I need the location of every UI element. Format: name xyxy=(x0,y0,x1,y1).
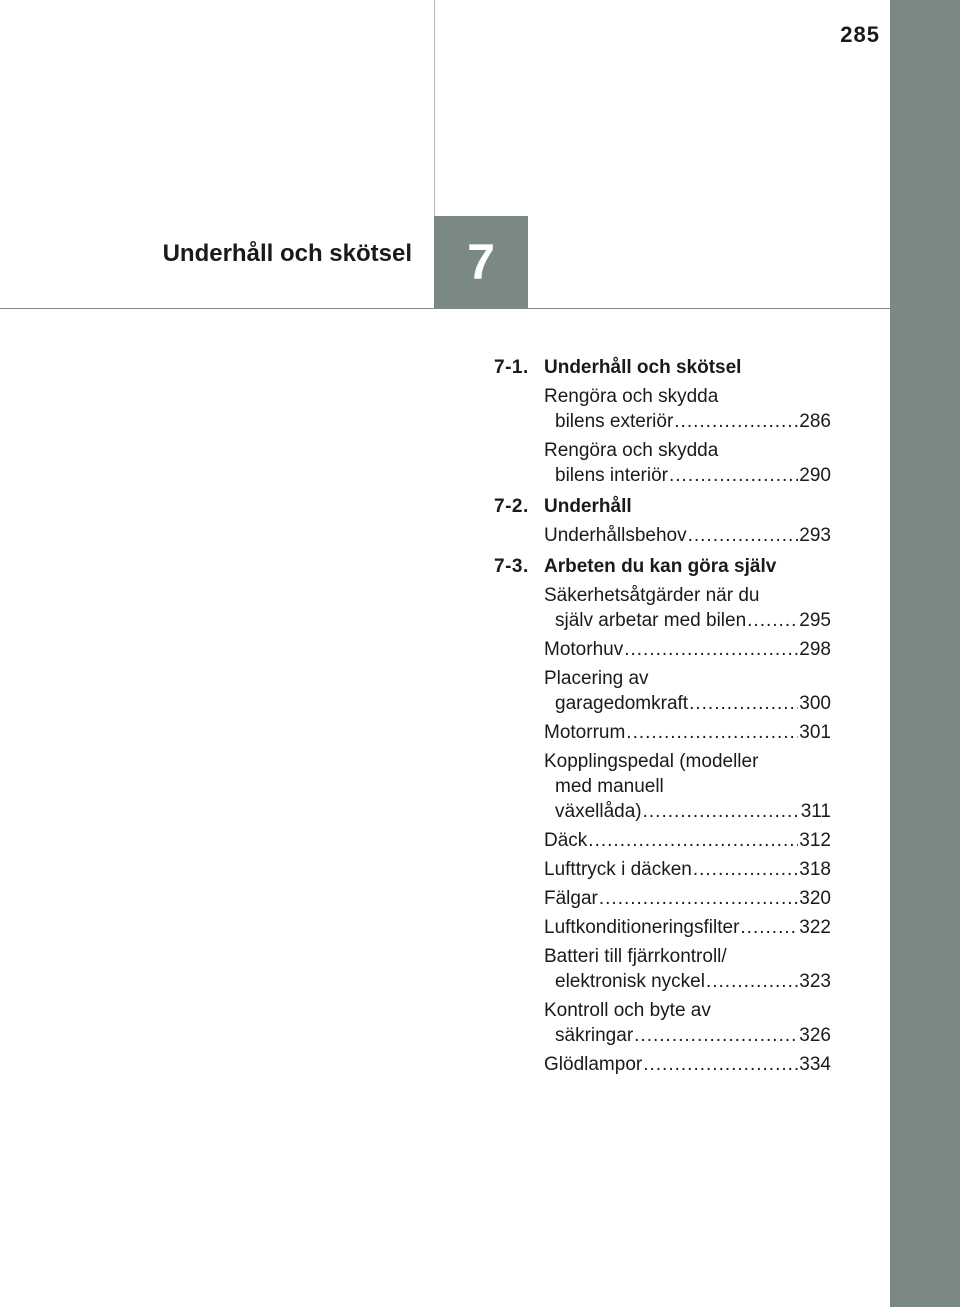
dot-leader xyxy=(626,720,798,745)
toc-entry-line: Batteri till fjärrkontroll/ xyxy=(544,946,727,967)
toc-entry[interactable] xyxy=(544,886,831,911)
toc-entry[interactable] xyxy=(544,637,831,662)
dot-leader xyxy=(693,857,798,882)
toc-entry-last-line xyxy=(544,720,831,745)
toc-entry[interactable] xyxy=(544,828,831,853)
toc-entry-page-number: 323 xyxy=(799,971,831,992)
toc-entry-last-line xyxy=(544,828,831,853)
toc-entry[interactable] xyxy=(544,915,831,940)
toc-entry[interactable] xyxy=(544,1052,831,1077)
dot-leader xyxy=(634,1023,798,1048)
vertical-divider xyxy=(434,0,435,216)
toc-entry[interactable] xyxy=(544,583,831,633)
toc-entry-title: säkringar xyxy=(555,1025,634,1046)
toc-entry-title: Fälgar xyxy=(544,888,598,909)
dot-leader xyxy=(669,463,798,488)
toc-entry-page-number: 312 xyxy=(799,830,831,851)
toc-entry[interactable] xyxy=(544,749,831,824)
toc-entry[interactable] xyxy=(544,438,831,488)
toc-entry-page-number: 290 xyxy=(799,465,831,486)
dot-leader xyxy=(747,608,798,633)
toc-entry[interactable] xyxy=(544,523,831,548)
toc-entry-last-line xyxy=(544,857,831,882)
toc-entry-title: Motorhuv xyxy=(544,639,624,660)
toc-section-title: Arbeten du kan göra själv xyxy=(544,556,777,577)
toc-entry-last-line xyxy=(544,886,831,911)
toc-entry[interactable] xyxy=(544,944,831,994)
toc-entry-last-line xyxy=(544,463,831,488)
toc-section-heading xyxy=(494,554,831,579)
toc-section xyxy=(494,355,831,488)
dot-leader xyxy=(706,969,798,994)
toc-entry-title: Motorrum xyxy=(544,722,626,743)
toc-section xyxy=(494,554,831,1077)
dot-leader xyxy=(688,523,799,548)
toc-entry-page-number: 326 xyxy=(799,1025,831,1046)
chapter-side-tab xyxy=(890,0,960,1307)
toc-entry-title: Däck xyxy=(544,830,588,851)
toc-entry-title: garagedomkraft xyxy=(555,693,689,714)
toc-entry-title: Luftkonditioneringsfilter xyxy=(544,917,740,938)
toc-entry-last-line xyxy=(544,637,831,662)
toc-entry-last-line xyxy=(544,1052,831,1077)
chapter-title: Underhåll och skötsel xyxy=(162,240,412,267)
toc-entry-last-line xyxy=(544,523,831,548)
toc-section-heading xyxy=(494,494,831,519)
toc-entry-title: själv arbetar med bilen xyxy=(555,610,747,631)
dot-leader xyxy=(643,1052,798,1077)
toc-entry-last-line xyxy=(544,691,831,716)
toc-entry[interactable] xyxy=(544,857,831,882)
dot-leader xyxy=(624,637,798,662)
toc-entry-title: Underhållsbehov xyxy=(544,525,687,546)
toc-entry-line: Rengöra och skydda xyxy=(544,386,719,407)
toc-entry[interactable] xyxy=(544,998,831,1048)
toc-entry-last-line xyxy=(544,608,831,633)
toc-entry-page-number: 318 xyxy=(799,859,831,880)
toc-entry-title: bilens exteriör xyxy=(555,411,674,432)
toc-entry-last-line xyxy=(544,409,831,434)
toc-entry-title: bilens interiör xyxy=(555,465,668,486)
toc-entry-line: med manuell xyxy=(555,776,664,797)
toc-entry-last-line xyxy=(544,799,831,824)
toc-section-title: Underhåll xyxy=(544,496,632,517)
toc-entry-title: växellåda) xyxy=(555,801,642,822)
dot-leader xyxy=(689,691,798,716)
toc-entry-page-number: 320 xyxy=(799,888,831,909)
toc-entry-page-number: 295 xyxy=(799,610,831,631)
dot-leader xyxy=(740,915,798,940)
toc-entry-line: Rengöra och skydda xyxy=(544,440,719,461)
page-number: 285 xyxy=(840,22,880,47)
toc-entry-line: Kopplingspedal (modeller xyxy=(544,751,759,772)
toc-section-number: 7-1. xyxy=(494,357,529,378)
toc-entry-last-line xyxy=(544,915,831,940)
toc-entry[interactable] xyxy=(544,384,831,434)
toc-entry-page-number: 322 xyxy=(799,917,831,938)
dot-leader xyxy=(599,886,798,911)
toc-entry-title: Lufttryck i däcken xyxy=(544,859,692,880)
toc-entry[interactable] xyxy=(544,666,831,716)
toc-section-number: 7-2. xyxy=(494,496,529,517)
toc-entry-line: Säkerhetsåtgärder när du xyxy=(544,585,760,606)
toc-section-number: 7-3. xyxy=(494,556,529,577)
dot-leader xyxy=(674,409,798,434)
table-of-contents xyxy=(494,355,831,1083)
toc-entry-title: elektronisk nyckel xyxy=(555,971,705,992)
toc-section-title: Underhåll och skötsel xyxy=(544,357,742,378)
toc-section xyxy=(494,494,831,548)
toc-entry-line: Kontroll och byte av xyxy=(544,1000,711,1021)
toc-entry-page-number: 301 xyxy=(799,722,831,743)
toc-entry[interactable] xyxy=(544,720,831,745)
toc-entry-title: Glödlampor xyxy=(544,1054,643,1075)
toc-entry-line: Placering av xyxy=(544,668,649,689)
toc-entry-last-line xyxy=(544,1023,831,1048)
toc-entry-page-number: 298 xyxy=(799,639,831,660)
toc-section-heading xyxy=(494,355,831,380)
toc-entry-page-number: 300 xyxy=(799,693,831,714)
toc-entry-page-number: 286 xyxy=(799,411,831,432)
chapter-number-box: 7 xyxy=(434,216,528,309)
toc-entry-page-number: 334 xyxy=(799,1054,831,1075)
dot-leader xyxy=(588,828,798,853)
toc-entry-last-line xyxy=(544,969,831,994)
toc-entry-page-number: 311 xyxy=(800,801,831,822)
dot-leader xyxy=(643,799,800,824)
toc-entry-page-number: 293 xyxy=(799,525,831,546)
